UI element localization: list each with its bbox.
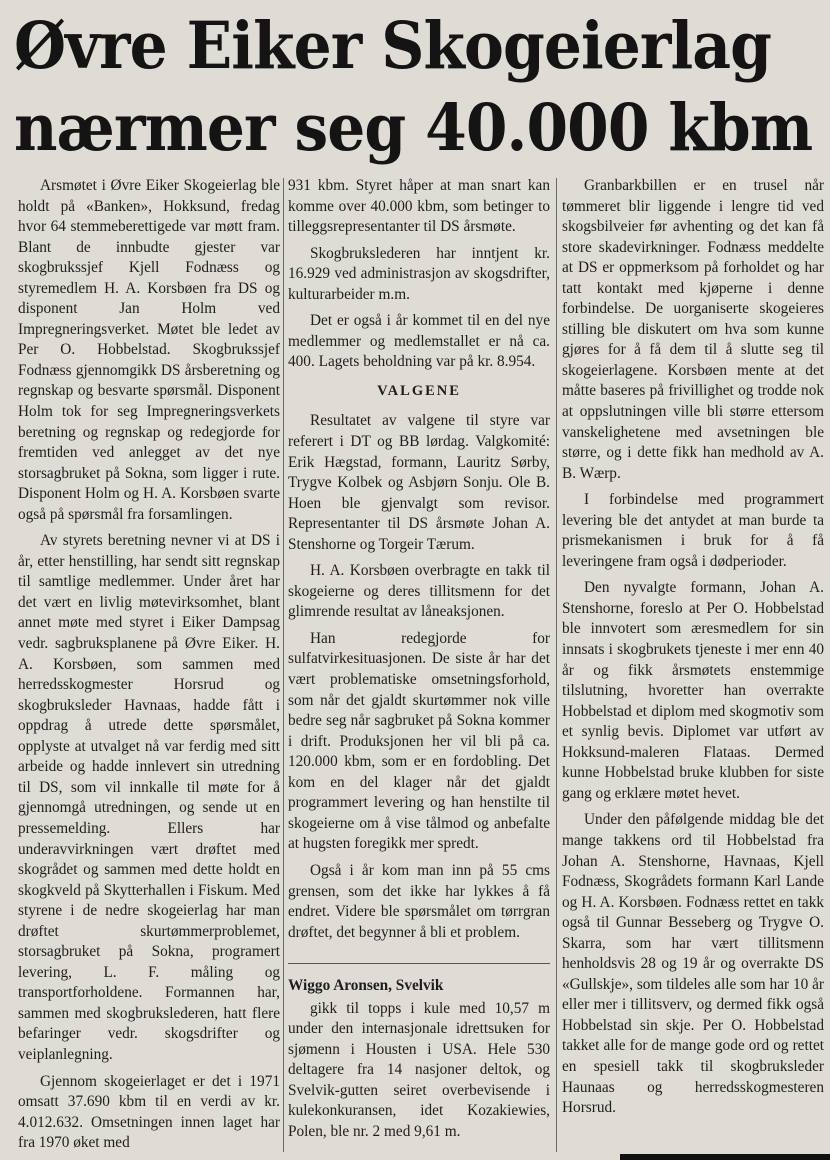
column-2 — [288, 176, 550, 1149]
paragraph: Han redegjorde for sulfatvirkesituasjonen. De siste år har det vært problematiske omsetningsforhold, som når det gjaldt skurtømmer nok ville bedre seg når sagbruket på Sokna kommer i drift. Produksjonen her vil bli på ca. 120.000 kbm, som er en fordobling. Det kom en del klager når det gjaldt programmert levering og han henstilte til skogeierne om å vise tålmod og anbefalte at hugsten foregikk mer spredt. — [288, 629, 550, 853]
headline-line-2: nærmer seg 40.000 kbm — [14, 90, 813, 166]
brief-divider — [288, 963, 550, 964]
paragraph: Gjennom skogeierlaget er det i 1971 omsatt 37.690 kbm til en verdi av kr. 4.012.632. Omsetningen innen laget har fra 1970 øket med — [18, 1072, 280, 1152]
column-1 — [18, 176, 280, 1160]
paragraph: Granbarkbillen er en trusel når tømmeret blir liggende i lengre tid ved skogsbilveier før avhenting og det kan få store skadevirkninger. Fodnæss meddelte at DS er oppmerksom på forholdet og har tatt kontakt med kjøperne i denne forbindelse. De uorganiserte skogeieres stilling ble diskutert om hva som kunne gjøres for å få dem til å slutte seg til skogeierlagene. Korsbøen mente at det måtte baseres på frivillighet og trodde nok at oppslutningen ville bli større ettersom vanskelighetene med avsetningen ble større, og i dette fikk han medhold av A. B. Wærp. — [562, 177, 824, 482]
brief-text: gikk til topps i kule med 10,57 m under den internasjonale idrettsuken for sjømenn i Housten i USA. Hele 530 deltagere fra 14 nasjoner deltok, og Svelvik-gutten seiret overbevisende i kulekonkuransen, idet Kozakiewies, Polen, ble nr. 2 med 9,61 m. — [288, 999, 550, 1140]
paragraph: I forbindelse med programmert levering ble det antydet at man burde ta prismekanismen i bruk for å få leveringene fram også i dødperioder. — [562, 491, 824, 570]
brief-byline: Wiggo Aronsen, Svelvik — [288, 977, 444, 995]
column-rule-2 — [556, 178, 557, 1152]
paragraph: Resultatet av valgene til styre var referert i DT og BB lørdag. Valgkomité: Erik Hægstad, formann, Lauritz Sørby, Trygve Kolbek og Asbjørn Sonju. Ole B. Hoen ble gjenvalgt som revisor. Representanter til DS årsmøte Johan A. Stenshorne og Torgeir Tærum. — [288, 412, 550, 553]
paragraph: Den nyvalgte formann, Johan A. Stenshorne, foreslo at Per O. Hobbelstad ble innvotert som æresmedlem for sin innsats i skogbrukets tjeneste i mer enn 40 år og fikk årsmøtets enstemmige tilslutning, hvoretter han overrakte Hobbelstad et diplom med skogmotiv som et synlig bevis. Diplomet var utført av Hokksund-maleren Flataas. Dermed kunne Hobbelstad bruke klubben for siste gang og erklære møtet hevet. — [562, 579, 824, 802]
paragraph: Arsmøtet i Øvre Eiker Skogeierlag ble holdt på «Banken», Hokksund, fredag hvor 64 stemmeberettigede var møtt fram. Blant de innbudte gjester var skogbrukssjef Kjell Fodnæss og styremedlem H. A. Korsbøen fra DS og disponent Jan Holm ved Impregneringsverket. Møtet ble ledet av Per O. Hobbelstad. Skogbrukssjef Fodnæss gjennomgikk DS årsberetning og regnskap og besvarte spørsmål. Disponent Holm tok for seg Impregneringsverkets beretning og regnskap og redegjorde for fremtiden ved anlegget av det nye storsagbruket på Sokna, som ligger i rute. Disponent Holm og H. A. Korsbøen svarte også på spørsmål fra forsamlingen. — [18, 177, 280, 523]
paragraph: H. A. Korsbøen overbragte en takk til skogeierne og deres tillitsmenn for det glimrende resultat av låneaksjonen. — [288, 562, 550, 621]
bottom-border — [620, 1154, 830, 1160]
paragraph: Skogbrukslederen har inntjent kr. 16.929 ved administrasjon av skogsdrifter, kulturarbeider m.m. — [288, 244, 550, 303]
paragraph: 931 kbm. Styret håper at man snart kan komme over 40.000 kbm, som betinger to tilleggsrepresentanter til DS årsmøte. — [288, 177, 550, 236]
paragraph: Også i år kom man inn på 55 cms grensen, som det ikke har lykkes å få endret. Videre ble spørsmålet om tørrgran drøftet, det begynner å bli et problem. — [288, 861, 550, 941]
paragraph: Av styrets beretning nevner vi at DS i år, etter henstilling, har sendt sitt regnskap til samtlige medlemmer. Under året har det vært en livlig møtevirksomhet, blant annet møte med styret i Eiker Dampsag vedr. sagbruksplanene på Øvre Eiker. H. A. Korsbøen, som sammen med herredsskogmester Horsrud og skogbruksleder Havnaas, hadde fått i oppdrag å utrede dette spørsmålet, opplyste at utvalget nå var ferdig med sitt arbeide og hadde innlevert sin utredning til DS, som vil innkalle til møte for å gjennomgå utredningen, og sende ut en pressemelding. Ellers har underavvirkningen vært drøftet med skogrådet og sammen med dette holdt en skogkveld på Skytterhallen i Fiskum. Med styrene i de nedre skogeierlag har man drøftet skurtømmerproblemet, storsagbruket på Sokna, programert levering, L. F. måling og transportforholdene. Formannen har, sammen med skogbrukslederen, hatt flere befaringer vedr. skogsdrifter og veiplanlegning. — [18, 532, 280, 1063]
column-3 — [562, 176, 824, 1125]
headline-line-1: Øvre Eiker Skogeierlag — [14, 8, 771, 84]
section-subhead: VALGENE — [377, 382, 461, 399]
paragraph: Under den påfølgende middag ble det mange takkens ord til Hobbelstad fra Johan A. Stenshorne, Havnaas, Kjell Fodnæss, Skogrådets formann Karl Lande og H. A. Korsbøen. Fodnæss rettet en takk også til Gunnar Besseberg og Trygve O. Skarra, som har vært tillitsmenn henholdsvis 28 og 19 år og overrakte DS «Gullskje», som tildeles alle som har 10 år eller mer i tillitsverv, og dermed fikk også Hobbelstad sin skje. Per O. Hobbelstad takket alle for de mange gode ord og rettet en spesiell takk til skogbruksleder Haunaas og herredsskogmesteren Horsrud. — [562, 811, 824, 1117]
paragraph: Det er også i år kommet til en del nye medlemmer og medlemstallet er nå ca. 400. Lagets beholdning var på kr. 8.954. — [288, 312, 550, 371]
column-rule-1 — [283, 178, 284, 1152]
